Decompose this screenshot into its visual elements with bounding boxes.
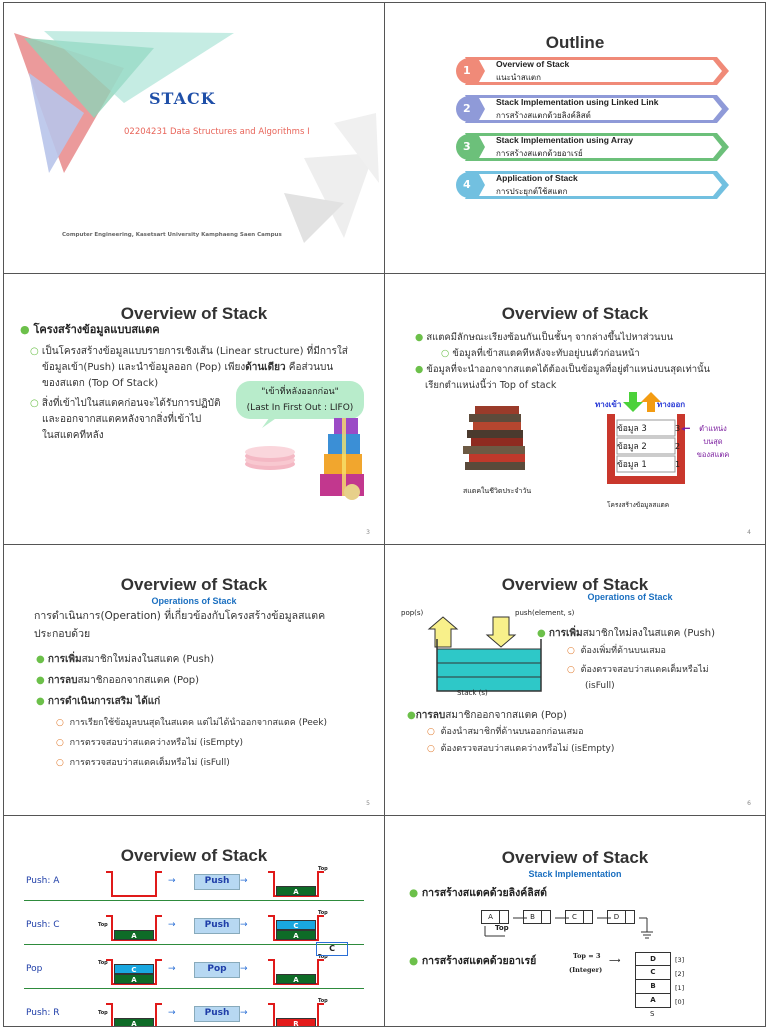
intro-line2: ประกอบด้วย — [34, 628, 91, 640]
array-heading: การสร้างสแตคด้วยอาเรย์ — [421, 955, 537, 967]
course-name: 02204231 Data Structures and Algorithms I — [124, 127, 310, 137]
array-indices — [675, 953, 684, 1009]
pop-text: สมาชิกออกจากสแตค (Pop) — [77, 675, 200, 686]
bubble-line2: (Last In First Out : LIFO) — [246, 403, 354, 413]
slide-title: Overview of Stack — [120, 575, 268, 594]
push-sub2: ต้องตรวจสอบว่าสแตคเต็มหรือไม่ — [580, 665, 709, 675]
outline-number: 1 — [463, 64, 471, 77]
title: STACK — [149, 89, 216, 108]
cell-2: ข้อมูล 2 — [617, 442, 647, 452]
in-arrow-icon — [623, 392, 643, 412]
op-box: Push — [194, 918, 240, 934]
slide-operations-1 — [3, 544, 385, 816]
arrow-right-icon: → — [240, 1008, 248, 1018]
outline-title: Application of Stack — [496, 173, 578, 183]
stack-block: A — [276, 930, 316, 940]
top-label-3: ของสแตค — [696, 450, 730, 459]
linked-list-node: A — [481, 910, 509, 924]
out-arrow-icon — [641, 392, 661, 412]
array-idx-0: [0] — [675, 998, 685, 1006]
stack-block: R — [276, 1018, 316, 1027]
struct-caption: โครงสร้างข้อมูลสแตค — [607, 501, 670, 509]
stack-block: A — [114, 974, 154, 984]
push-label: push(element, s) — [515, 609, 575, 617]
page-number: 3 — [366, 529, 370, 536]
bullet-icon: ● — [409, 955, 419, 967]
isfull-item: การตรวจสอบว่าสแตคเต็มหรือไม่ (isFull) — [69, 758, 230, 768]
mini-stack — [266, 958, 326, 988]
slide-operations-2 — [384, 544, 766, 816]
slide-title — [3, 2, 385, 274]
push-arrow-icon — [487, 617, 515, 647]
circle-bullet-icon: ○ — [30, 346, 39, 357]
mini-stack — [266, 1002, 326, 1027]
idx-1: 1 — [675, 460, 681, 469]
circle-bullet-icon: ○ — [30, 398, 39, 409]
bullet-icon: ● — [36, 654, 45, 665]
slide-title: Overview of Stack — [120, 304, 268, 323]
slide-implementation — [384, 815, 766, 1027]
top-label-before: Top — [98, 922, 108, 928]
mini-stack — [104, 958, 164, 988]
slide-title: Overview of Stack — [501, 848, 649, 867]
push-bold: การเพิ่ม — [548, 628, 583, 639]
bullet1: สแตคมีลักษณะเรียงซ้อนกันเป็นชั้นๆ จากล่างขึ้นไปหาส่วนบน — [426, 332, 674, 343]
mini-stack — [266, 870, 326, 900]
bullet2-line2: เรียกตำแหน่งนี้ว่า Top of stack — [425, 380, 557, 391]
pop-sub2: ต้องตรวจสอบว่าสแตคว่างหรือไม่ (isEmpty) — [440, 744, 615, 754]
outline-title: Stack Implementation using Linked Link — [496, 97, 659, 107]
in-label: ทางเข้า — [595, 400, 622, 409]
circle-bullet-icon: ○ — [427, 727, 435, 737]
arrow-right-icon: ⟶ — [609, 956, 621, 965]
circle-bullet-icon: ○ — [56, 758, 64, 768]
row-label: Push: C — [26, 920, 60, 930]
page-number: 4 — [747, 529, 751, 536]
pointer-arrow-icon: ◂━ — [681, 424, 690, 433]
stack-block: A — [114, 930, 154, 940]
para1-bold: ด้านเดียว — [245, 362, 286, 373]
slide-overview-1 — [3, 273, 385, 545]
page-number: 6 — [747, 800, 751, 807]
slide-title: Overview of Stack — [120, 846, 268, 865]
books-caption: สแตคในชีวิตประจำวัน — [463, 487, 532, 495]
intro-line1: การดำเนินการ(Operation) ที่เกี่ยวข้องกับโครงสร้างข้อมูลสแตค — [34, 610, 326, 622]
outline-number: 4 — [463, 178, 471, 191]
push-bold: การเพิ่ม — [47, 654, 82, 665]
slide-push-pop-example — [3, 815, 385, 1027]
circle-bullet-icon: ○ — [441, 348, 450, 359]
array-idx-1: [1] — [675, 984, 685, 992]
para1-line2: ข้อมูลเข้า(Push) และนำข้อมูลออก (Pop) เพียง — [42, 362, 246, 373]
outline-thai: แนะนำสแตก — [496, 73, 541, 82]
linked-list-node: D — [607, 910, 635, 924]
pop-label: pop(s) — [401, 609, 424, 617]
stack-diagram — [425, 615, 555, 695]
op-box: Push — [194, 874, 240, 890]
para1-line1: เป็นโครงสร้างข้อมูลแบบรายการเชิงเส้น (Linear structure) ที่มีการใส่ — [41, 346, 348, 357]
bullet1-sub: ข้อมูลที่เข้าสแตคทีหลังจะทับอยู่บนตัวก่อนหน้า — [452, 348, 640, 359]
circle-bullet-icon: ○ — [567, 646, 575, 656]
idx-3: 3 — [675, 424, 681, 433]
peek-item: การเรียกใช้ข้อมูลบนสุดในสแตค แต่ไม่ได้นำออกจากสแตค (Peek) — [69, 718, 327, 728]
array-cell-2: C — [635, 966, 671, 980]
ll-top-label: Top — [495, 924, 509, 932]
popped-item: C — [316, 942, 348, 956]
bullet-icon: ● — [36, 675, 45, 686]
slide-overview-2 — [384, 273, 766, 545]
slide-subtitle: Stack Implementation — [528, 869, 622, 879]
linked-list-node: C — [565, 910, 593, 924]
slide-subtitle: Operations of Stack — [151, 596, 237, 606]
outline-title: Stack Implementation using Array — [496, 135, 634, 145]
op-box: Push — [194, 1006, 240, 1022]
outline-item — [451, 131, 731, 163]
bullet-icon: ● — [537, 628, 546, 639]
extra-ops-list — [56, 713, 327, 773]
mini-stack — [104, 1002, 164, 1027]
plates-and-gifts-illustration — [242, 414, 372, 504]
out-label: ทางออก — [657, 400, 686, 409]
row-divider — [24, 900, 364, 901]
stack-block: A — [276, 886, 316, 896]
bullet-icon: ● — [407, 710, 416, 721]
outline-item-banner — [451, 55, 731, 87]
top-label: Top — [318, 910, 328, 916]
heading: โครงสร้างข้อมูลแบบสแตค — [33, 323, 160, 336]
top-label-1: ตำแหน่ง — [699, 424, 727, 433]
footer: Computer Engineering, Kasetsart University Kamphaeng Saen Campus — [62, 232, 282, 238]
circle-bullet-icon: ○ — [427, 744, 435, 754]
circle-bullet-icon: ○ — [56, 718, 64, 728]
array-name: S — [650, 1010, 655, 1018]
mini-stack — [104, 914, 164, 944]
bullet-icon: ● — [20, 323, 30, 336]
outline-item — [451, 55, 731, 87]
arrow-right-icon: → — [240, 920, 248, 930]
para1-line2-end: คือส่วนบน — [285, 362, 334, 373]
linked-list-node: B — [523, 910, 551, 924]
top-label-before: Top — [98, 960, 108, 966]
para2-line3: ในสแตคทีหลัง — [42, 430, 104, 441]
pop-arrow-icon — [429, 617, 457, 647]
outline-item — [451, 93, 731, 125]
stack-block: A — [114, 1018, 154, 1027]
circle-bullet-icon: ○ — [56, 738, 64, 748]
slide-title: Outline — [545, 33, 605, 52]
bullet-icon: ● — [415, 332, 424, 343]
stack-indices — [675, 420, 680, 474]
arrow-right-icon: → — [168, 876, 176, 886]
arrow-right-icon: → — [240, 876, 248, 886]
slide-subtitle: Operations of Stack — [587, 592, 673, 602]
page-number: 5 — [366, 800, 370, 807]
cell-1: ข้อมูล 1 — [617, 460, 647, 470]
arrow-right-icon: → — [168, 920, 176, 930]
outline-item-banner — [451, 169, 731, 201]
bullet-icon: ● — [415, 364, 424, 375]
push-sub2-cont: (isFull) — [585, 681, 615, 691]
array-cell-0: A — [635, 994, 671, 1008]
mini-stack — [104, 870, 164, 900]
array-idx-2: [2] — [675, 970, 685, 978]
top-label: Top — [318, 998, 328, 1004]
stack-cells — [617, 420, 647, 474]
pop-bold: การลบ — [47, 675, 78, 686]
row-divider — [24, 944, 364, 945]
outline-number: 2 — [463, 102, 471, 115]
array-cells — [635, 952, 671, 1008]
top-label: Top — [318, 866, 328, 872]
para1-line3: ของสแตก (Top Of Stack) — [42, 378, 159, 389]
idx-2: 2 — [675, 442, 681, 451]
top-position-label — [691, 422, 735, 461]
push-text: สมาชิกใหม่ลงในสแตค (Push) — [81, 654, 214, 665]
row-divider — [24, 988, 364, 989]
bullet-icon: ● — [36, 696, 45, 707]
bullet2-line1: ข้อมูลที่จะนำออกจากสแตคได้ต้องเป็นข้อมูลที่อยู่ตำแหน่งบนสุดเท่านั้น — [426, 364, 711, 375]
row-label: Push: R — [26, 1008, 60, 1018]
book-stack-illustration — [455, 402, 545, 482]
top-label-before: Top — [98, 1010, 108, 1016]
pop-sub1: ต้องนำสมาชิกที่ด้านบนออกก่อนเสมอ — [440, 727, 584, 737]
arrow-right-icon: → — [168, 964, 176, 974]
cell-3: ข้อมูล 3 — [617, 424, 647, 434]
outline-thai: การสร้างสแตกด้วยลิงค์ลิสต์ — [496, 111, 591, 120]
push-sub1: ต้องเพิ่มที่ด้านบนเสมอ — [580, 646, 666, 656]
stack-block: C — [114, 964, 154, 974]
row-label: Pop — [26, 964, 43, 974]
arrow-right-icon: → — [240, 964, 248, 974]
circle-bullet-icon: ○ — [567, 665, 575, 675]
op-box: Pop — [194, 962, 240, 978]
outline-item — [451, 169, 731, 201]
array-idx-3: [3] — [675, 956, 685, 964]
slide-outline — [384, 2, 766, 274]
top-label-2: บนสุด — [703, 437, 723, 446]
para2-line2: และออกจากสแตคหลังจากสิ่งที่เข้าไป — [42, 414, 202, 425]
pop-text: สมาชิกออกจากสแตค (Pop) — [445, 710, 567, 721]
push-text: สมาชิกใหม่ลงในสแตค (Push) — [582, 628, 715, 639]
stack-block: A — [276, 974, 316, 984]
outline-thai: การประยุกต์ใช้สแตก — [496, 187, 568, 196]
outline-thai: การสร้างสแตกด้วยอาเรย์ — [496, 149, 583, 158]
para2-line1: สิ่งที่เข้าไปในสแตคก่อนจะได้รับการปฏิบัติ — [41, 398, 221, 409]
outline-title: Overview of Stack — [496, 59, 570, 69]
top-label: Top — [318, 954, 328, 960]
arrow-right-icon: → — [168, 1008, 176, 1018]
stack-caption: Stack (s) — [457, 689, 488, 697]
array-cell-3: D — [635, 952, 671, 966]
extra-ops-heading: การดำเนินการเสริม ได้แก่ — [47, 696, 161, 707]
integer-label: (Integer) — [569, 966, 603, 974]
linked-list-heading: การสร้างสแตคด้วยลิงค์ลิสต์ — [421, 887, 547, 899]
pop-bold: การลบ — [415, 710, 446, 721]
array-cell-1: B — [635, 980, 671, 994]
bubble-line1: "เข้าที่หลังออกก่อน" — [261, 387, 339, 397]
outline-number: 3 — [463, 140, 471, 153]
isempty-item: การตรวจสอบว่าสแตคว่างหรือไม่ (isEmpty) — [69, 738, 244, 748]
top-eq: Top = 3 — [573, 952, 601, 960]
stack-block: C — [276, 920, 316, 930]
slide-title: Overview of Stack — [501, 304, 649, 323]
bullet-icon: ● — [409, 887, 419, 899]
slide-title: Overview of Stack — [501, 575, 649, 594]
row-label: Push: A — [26, 876, 60, 886]
mini-stack — [266, 914, 326, 944]
